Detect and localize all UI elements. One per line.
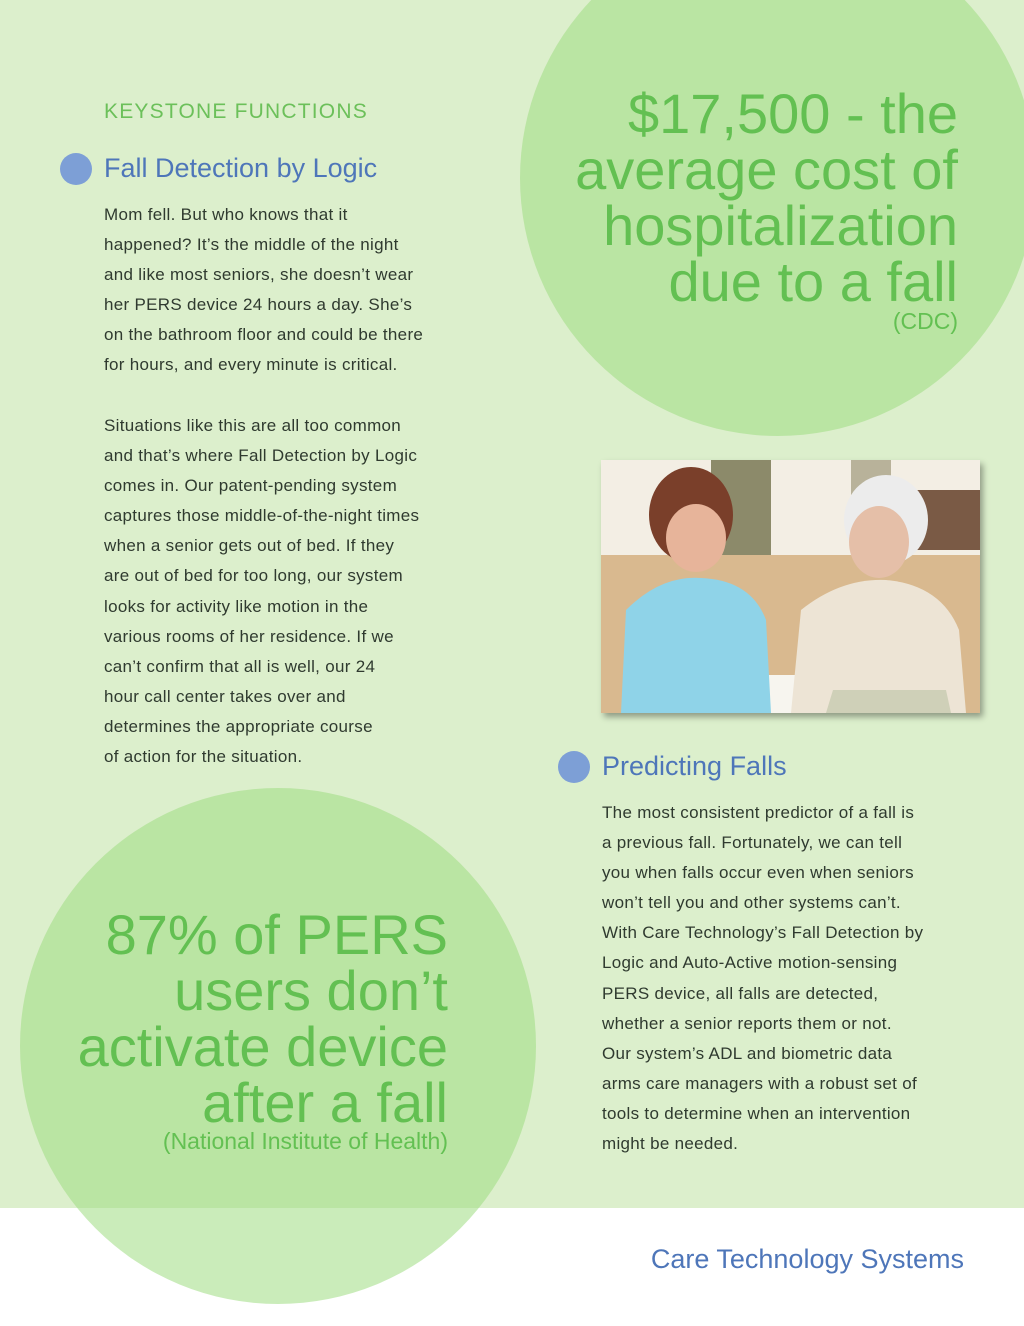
footer-brand: Care Technology Systems [650,1244,964,1274]
stat-top-source: (CDC) [892,308,958,334]
stat-bottom-text: 87% of PERS users don’t activate device after a fall [77,903,448,1134]
predicting-falls-heading: Predicting Falls [602,751,787,781]
fall-detection-heading: Fall Detection by Logic [104,153,378,183]
predicting-falls-paragraph: The most consistent predictor of a fall is a previous fall. Fortunately, we can tell you when falls occur even when seniors won’t tell you and other systems can’t. With Care Technology’s Fall Detection by Logic and Auto-Active motion-sensing PERS device, all falls are detected, whether a senior reports them or not. Our system’s ADL and biometric data arms care managers with a robust set of tools to determine when an intervention might be needed. [602,803,924,1154]
stat-bottom-source: (National Institute of Health) [162,1128,448,1154]
caregiver-senior-photo [601,460,980,713]
fall-detection-paragraph-1: Mom fell. But who knows that it happened? It’s the middle of the night and like most seniors, she doesn’t wear her PERS device 24 hours a day. She’s on the bathroom floor and could be there for hours, and every minute is critical. [104,205,424,375]
section-kicker: KEYSTONE FUNCTIONS [104,100,368,123]
bullet-dot-icon [60,153,92,185]
bullet-dot-icon [558,751,590,783]
stat-top-text: $17,500 - the average cost of hospitalization due to a fall [575,82,958,313]
fall-detection-paragraph-2: Situations like this are all too common and that’s where Fall Detection by Logic comes in. Our patent-pending system captures those middle-of-the-night times when a senior gets out of bed. If they are out of bed for too long, our system looks for activity like motion in the various rooms of her residence. If we can’t confirm that all is well, our 24 hour call center takes over and determines the appropriate course of action for the situation. [104,416,420,767]
